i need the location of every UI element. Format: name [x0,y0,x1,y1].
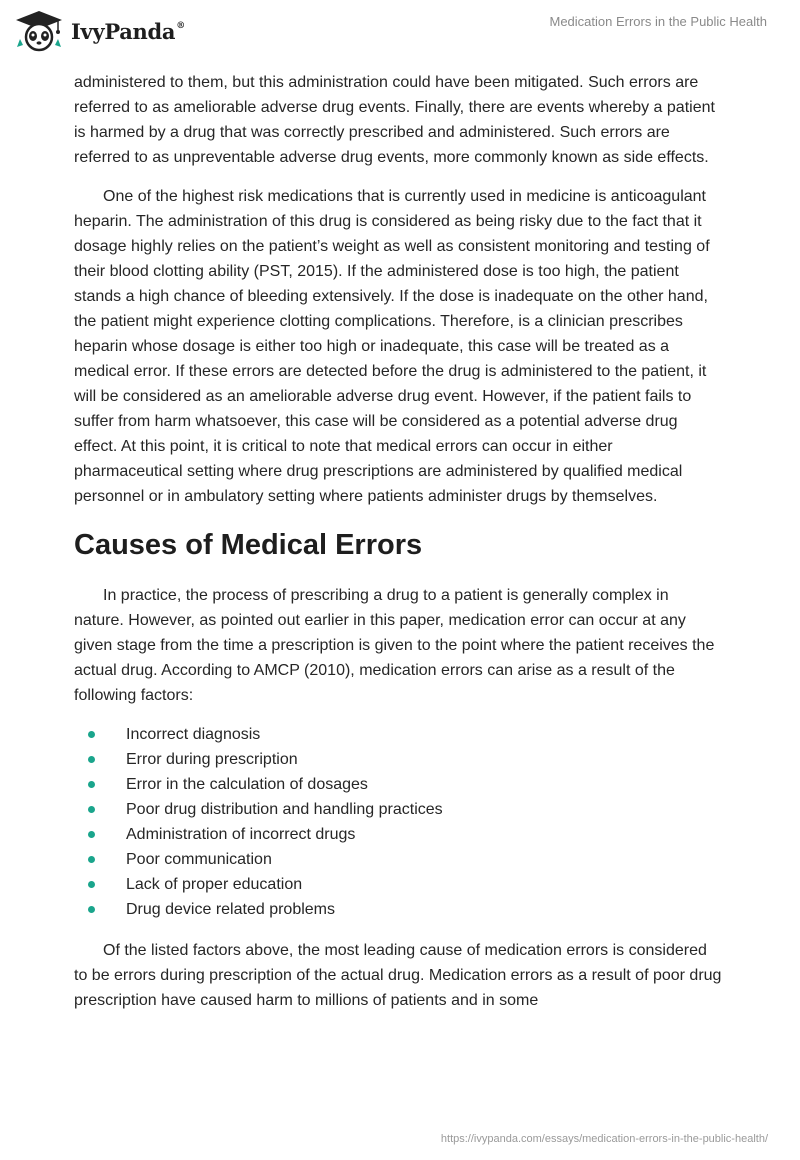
list-item: Drug device related problems [74,897,722,922]
source-url-link[interactable]: https://ivypanda.com/essays/medication-errors-in-the-public-health/ [440,1133,768,1145]
list-item: Poor drug distribution and handling practices [74,797,722,822]
bullet-icon [88,731,95,738]
panda-graduate-icon [14,9,64,53]
page-header [0,0,800,64]
factors-list [74,722,722,922]
list-item: Incorrect diagnosis [74,722,722,747]
paragraph-3: In practice, the process of prescribing a drug to a patient is generally complex in nature. However, as pointed out earlier in this paper, medication error can occur at any given stage from the time a prescription is given to the point where the patient receives the actual drug. According to AMCP (2010), medication errors can arise as a result of the following factors: [74,587,715,704]
bullet-icon [88,906,95,913]
essay-content [74,70,722,1027]
paragraph-2: One of the highest risk medications that is currently used in medicine is anticoagulant heparin. The administration of this drug is considered as being risky due to the fact that it dosage highly relies on the patient’s weight as well as consistent monitoring and testing of their blood clotting ability (PST, 2015). If the administered dose is too high, the patient stands a high chance of bleeding extensively. If the dose is inadequate on the other hand, the patient might experience clotting complications. Therefore, is a clinician prescribes heparin whose dosage is either too high or inadequate, this case will be treated as a medical error. If these errors are detected before the drug is administered to the patient, it will be considered as an ameliorable adverse drug event. However, if the patient fails to suffer from harm whatsoever, this case will be considered as a potential adverse drug effect. At this point, it is critical to note that medical errors can occur in either pharmaceutical setting where drug prescriptions are administered by qualified medical personnel or in ambulatory setting where patients administer drugs by themselves. [74,188,710,505]
bullet-icon [88,881,95,888]
section-heading: Causes of Medical Errors [74,529,423,561]
list-item: Error in the calculation of dosages [74,772,722,797]
list-item: Lack of proper education [74,872,722,897]
list-item: Administration of incorrect drugs [74,822,722,847]
bullet-icon [88,781,95,788]
list-item: Error during prescription [74,747,722,772]
paragraph-1: administered to them, but this administration could have been mitigated. Such errors are referred to as ameliorable adverse drug events. Finally, there are events whereby a patient is harmed by a drug that was correctly prescribed and administered. Such errors are referred to as unpreventable adverse drug events, more commonly known as side effects. [74,74,715,166]
paragraph-4: Of the listed factors above, the most leading cause of medication errors is considered to be errors during prescription of the actual drug. Medication errors as a result of poor drug prescription have caused harm to millions of patients and in some [74,942,722,1009]
bullet-icon [88,831,95,838]
bullet-icon [88,856,95,863]
list-item: Poor communication [74,847,722,872]
ivypanda-logo[interactable] [14,9,185,53]
bullet-icon [88,806,95,813]
document-title: Medication Errors in the Public Health [549,14,767,29]
bullet-icon [88,756,95,763]
brand-name: IvyPanda® [71,18,185,44]
